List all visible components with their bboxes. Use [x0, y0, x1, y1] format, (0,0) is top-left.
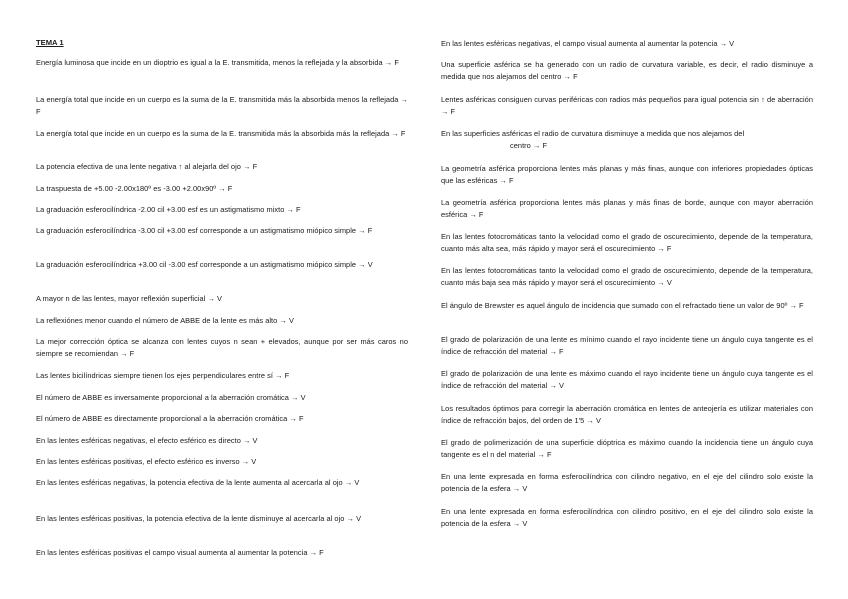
statement-item: El grado de polarización de una lente es máximo cuando el rayo incidente tiene un ángulo cuya tangente es el índice de refracción del material → V — [441, 369, 813, 390]
statement-item: En las lentes esféricas negativas, el campo visual aumenta al aumentar la potencia → V — [441, 39, 735, 48]
statement-item: La potencia efectiva de una lente negativa ↑ al alejarla del ojo → F — [36, 162, 258, 171]
statement-item: El número de ABBE es inversamente proporcional a la aberración cromática → V — [36, 393, 306, 402]
statement-item: En una lente expresada en forma esferocilíndrica con cilindro negativo, en el eje del cilindro solo existe la potencia de la esfera → V — [441, 472, 813, 493]
statement-item: La traspuesta de +5.00 -2.00x180º es -3.00 +2.00x90º → F — [36, 184, 233, 193]
statement-item: La graduación esferocilíndrica -2.00 cil +3.00 esf es un astigmatismo mixto → F — [36, 205, 301, 214]
statement-item: La energía total que incide en un cuerpo es la suma de la E. transmitida más la absorbida más la reflejada → F — [36, 129, 406, 138]
statement-item: Energía luminosa que incide en un dioptrio es igual a la E. transmitida, menos la reflejada y la absorbida → F — [36, 58, 399, 67]
document-title: TEMA 1 — [36, 38, 64, 47]
statement-item: A mayor n de las lentes, mayor reflexión superficial → V — [36, 294, 223, 303]
statement-item: La energía total que incide en un cuerpo es la suma de la E. transmitida más la absorbida menos la reflejada → F — [36, 95, 408, 116]
statement-item: El grado de polarización de una lente es mínimo cuando el rayo incidente tiene un ángulo cuya tangente es el índice de refracción del material → F — [441, 335, 813, 356]
statement-item: En las lentes esféricas negativas, la potencia efectiva de la lente aumenta al acercarla al ojo → V — [36, 478, 360, 487]
statement-text: En las superficies asféricas el radio de curvatura disminuye a medida que nos alejamos del — [441, 129, 745, 138]
statement-item: La mejor corrección óptica se alcanza con lentes cuyos n sean + elevados, aunque por ser más caros no siempre se recomiendan → F — [36, 337, 408, 358]
statement-item: Una superficie asférica se ha generado con un radio de curvatura variable, es decir, el radio disminuye a medida que nos alejamos del centro → F — [441, 60, 813, 81]
statement-item: Lentes asféricas consiguen curvas periféricas con radios más pequeños para igual potencia sin ↑ de aberración → F — [441, 95, 813, 116]
statement-item: En las lentes fotocromáticas tanto la velocidad como el grado de oscurecimiento, depende de la temperatura, cuanto más baja sea más rápido y mayor será el oscurecimiento → V — [441, 266, 813, 287]
statement-item: En las lentes fotocromáticas tanto la velocidad como el grado de oscurecimiento, depende de la temperatura, cuanto más alta sea, más rápido y mayor será el oscurecimiento → F — [441, 232, 813, 253]
statement-item: El número de ABBE es directamente proporcional a la aberración cromática → F — [36, 414, 304, 423]
statement-continuation: centro → F — [510, 140, 548, 150]
statement-item: El grado de polimerización de una superficie dióptrica es máximo cuando la incidencia tiene un ángulo cuya tangente es el n del material → F — [441, 438, 813, 459]
statement-item: La geometría asférica proporciona lentes más planas y más finas, aunque con inferiores propiedades ópticas que las esféricas → F — [441, 164, 813, 185]
statement-item: La geometría asférica proporciona lentes más planas y más finas de borde, aunque con mayor aberración esférica → F — [441, 198, 813, 219]
statement-item: La graduación esferocilíndrica -3.00 cil +3.00 esf corresponde a un astigmatismo miópico simple → F — [36, 226, 373, 235]
statement-item: El ángulo de Brewster es aquel ángulo de incidencia que sumado con el refractado tiene un valor de 90º → F — [441, 301, 804, 310]
statement-item: En las lentes esféricas negativas, el efecto esférico es directo → V — [36, 436, 258, 445]
statement-item: En las lentes esféricas positivas, el efecto esférico es inverso → V — [36, 457, 257, 466]
statement-item: Los resultados óptimos para corregir la aberración cromática en lentes de anteojería es utilizar materiales con índice de refracción bajos, del orden de 1'5 → V — [441, 404, 813, 425]
statement-item: En una lente expresada en forma esferocilíndrica con cilindro positivo, en el eje del cilindro solo existe la potencia de la esfera → V — [441, 507, 813, 528]
statement-item: La graduación esferocilíndrica +3.00 cil -3.00 esf corresponde a un astigmatismo miópico simple → V — [36, 260, 373, 269]
statement-item — [441, 128, 813, 151]
statement-item: En las lentes esféricas positivas, la potencia efectiva de la lente disminuye al acercarla al ojo → V — [36, 514, 362, 523]
statement-item: La reflexiónes menor cuando el número de ABBE de la lente es más alto → V — [36, 316, 294, 325]
statement-item: En las lentes esféricas positivas el campo visual aumenta al aumentar la potencia → F — [36, 548, 324, 557]
statement-item: Las lentes bicilíndricas siempre tienen los ejes perpendiculares entre sí → F — [36, 371, 290, 380]
